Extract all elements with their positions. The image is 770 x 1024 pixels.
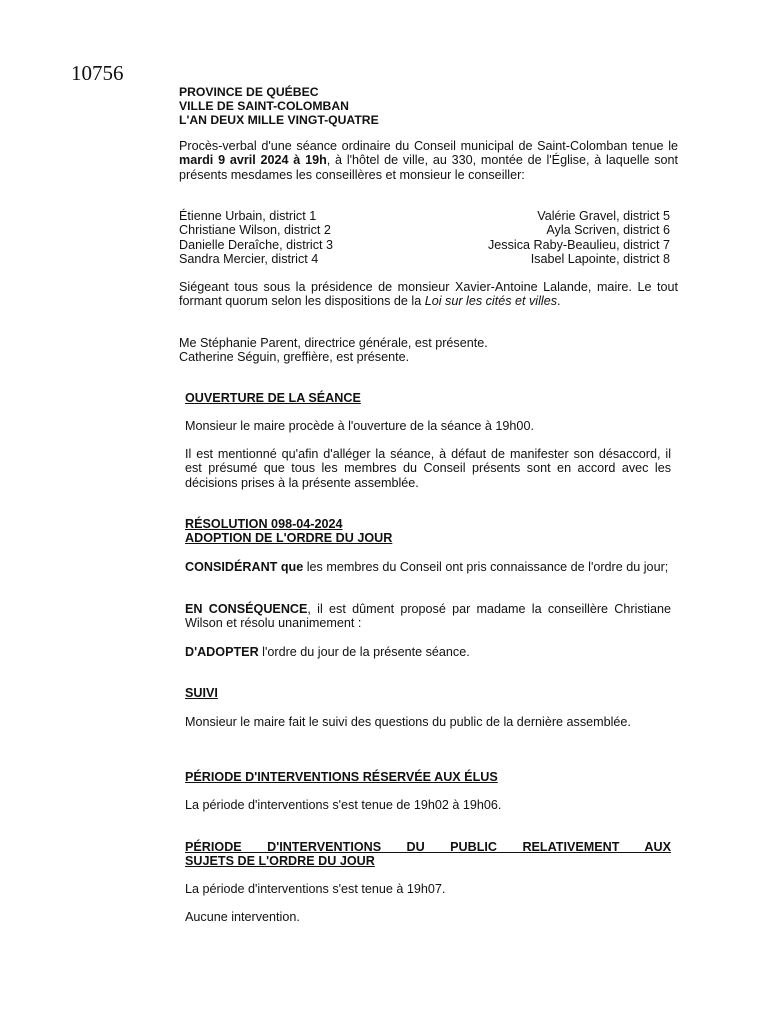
consequence-text: , il est dûment proposé par madame la conseillère Christiane Wilson et résolu unanimement :: [185, 602, 671, 631]
section-title-elus: PÉRIODE D'INTERVENTIONS RÉSERVÉE AUX ÉLUS: [185, 770, 498, 784]
meeting-date: mardi 9 avril 2024 à 19h: [179, 153, 327, 168]
public-text-2: Aucune intervention.: [185, 910, 300, 924]
header-year: L'AN DEUX MILLE VINGT-QUATRE: [179, 113, 379, 127]
section-resolution: [185, 517, 671, 546]
opening-text-2: Il est mentionné qu'afin d'alléger la séance, à défaut de manifester son désaccord, il est présumé que tous les membres du Conseil présents sont en accord avec les décisions prises à la présente assemblée.: [185, 447, 671, 490]
councillor-district-3: Danielle Deraîche, district 3: [179, 237, 333, 252]
presidency-end: .: [557, 294, 561, 309]
presidency-paragraph: [179, 280, 678, 309]
public-text-1: La période d'interventions s'est tenue à 19h07.: [185, 882, 446, 896]
suivi-text: Monsieur le maire fait le suivi des questions du public de la dernière assemblée.: [185, 715, 631, 729]
councillor-district-1: Étienne Urbain, district 1: [179, 209, 317, 223]
section-public: [185, 840, 671, 869]
section-title-public-1: PÉRIODE D'INTERVENTIONS DU PUBLIC RELATIVEMENT AUX: [185, 840, 671, 854]
councillor-district-4: Sandra Mercier, district 4: [179, 252, 319, 267]
opening-p2: [185, 447, 671, 490]
document-header: [179, 85, 379, 127]
adopt-text: l'ordre du jour de la présente séance.: [258, 645, 470, 659]
councillor-district-5: Valérie Gravel, district 5: [537, 209, 670, 223]
public-paragraph-1: [185, 882, 671, 896]
section-title-opening: OUVERTURE DE LA SÉANCE: [185, 391, 361, 405]
opening-text-1: Monsieur le maire procède à l'ouverture de la séance à 19h00.: [185, 419, 534, 433]
considering-label: CONSIDÉRANT que: [185, 560, 304, 574]
public-paragraph-2: [185, 910, 671, 924]
attendance-paragraph: [179, 336, 678, 365]
resolution-considering: [185, 560, 671, 574]
page-number: 10756: [71, 61, 124, 85]
resolution-title: ADOPTION DE L'ORDRE DU JOUR: [185, 531, 393, 546]
adopt-label: D'ADOPTER: [185, 645, 259, 659]
councillors-row: [179, 238, 670, 252]
law-reference: Loi sur les cités et villes: [424, 294, 558, 309]
councillor-district-7: Jessica Raby-Beaulieu, district 7: [488, 237, 670, 252]
resolution-number: RÉSOLUTION 098-04-2024: [185, 517, 343, 531]
considering-text: les membres du Conseil ont pris connaissance de l'ordre du jour;: [303, 560, 669, 574]
section-title-suivi: SUIVI: [185, 686, 218, 700]
councillor-district-8: Isabel Lapointe, district 8: [530, 252, 670, 267]
presidency-text: Siégeant tous sous la présidence de monsieur Xavier-Antoine Lalande, maire. Le tout formant quorum selon les dispositions de la: [179, 280, 678, 309]
elus-paragraph: [185, 798, 671, 812]
suivi-paragraph: [185, 715, 671, 729]
section-opening: [185, 391, 671, 405]
attendance-dg: Me Stéphanie Parent, directrice générale, est présente.: [179, 336, 488, 350]
elus-text: La période d'interventions s'est tenue de 19h02 à 19h06.: [185, 798, 502, 812]
intro-text-1: Procès-verbal d'une séance ordinaire du Conseil municipal de Saint-Colomban tenue le: [179, 139, 678, 153]
councillors-row: [179, 223, 670, 237]
councillors-list: [179, 209, 670, 267]
resolution-adopt: [185, 645, 671, 659]
section-elus: [185, 770, 671, 784]
section-title-public-2: SUJETS DE L'ORDRE DU JOUR: [185, 854, 375, 869]
councillor-district-2: Christiane Wilson, district 2: [179, 223, 331, 238]
header-city: VILLE DE SAINT-COLOMBAN: [179, 99, 349, 113]
consequence-label: EN CONSÉQUENCE: [185, 602, 308, 616]
resolution-consequence: [185, 602, 671, 631]
councillor-district-6: Ayla Scriven, district 6: [546, 223, 670, 238]
councillors-row: [179, 209, 670, 223]
intro-text-2: , à l'hôtel de ville, au 330, montée de l'Église, à laquelle sont présents mesdames les conseillères et monsieur le conseiller:: [179, 153, 678, 182]
opening-p1: [185, 419, 671, 433]
councillors-row: [179, 252, 670, 266]
intro-paragraph: [179, 139, 678, 182]
section-suivi: [185, 686, 671, 700]
attendance-clerk: Catherine Séguin, greffière, est présente.: [179, 350, 410, 365]
header-province: PROVINCE DE QUÉBEC: [179, 85, 319, 99]
